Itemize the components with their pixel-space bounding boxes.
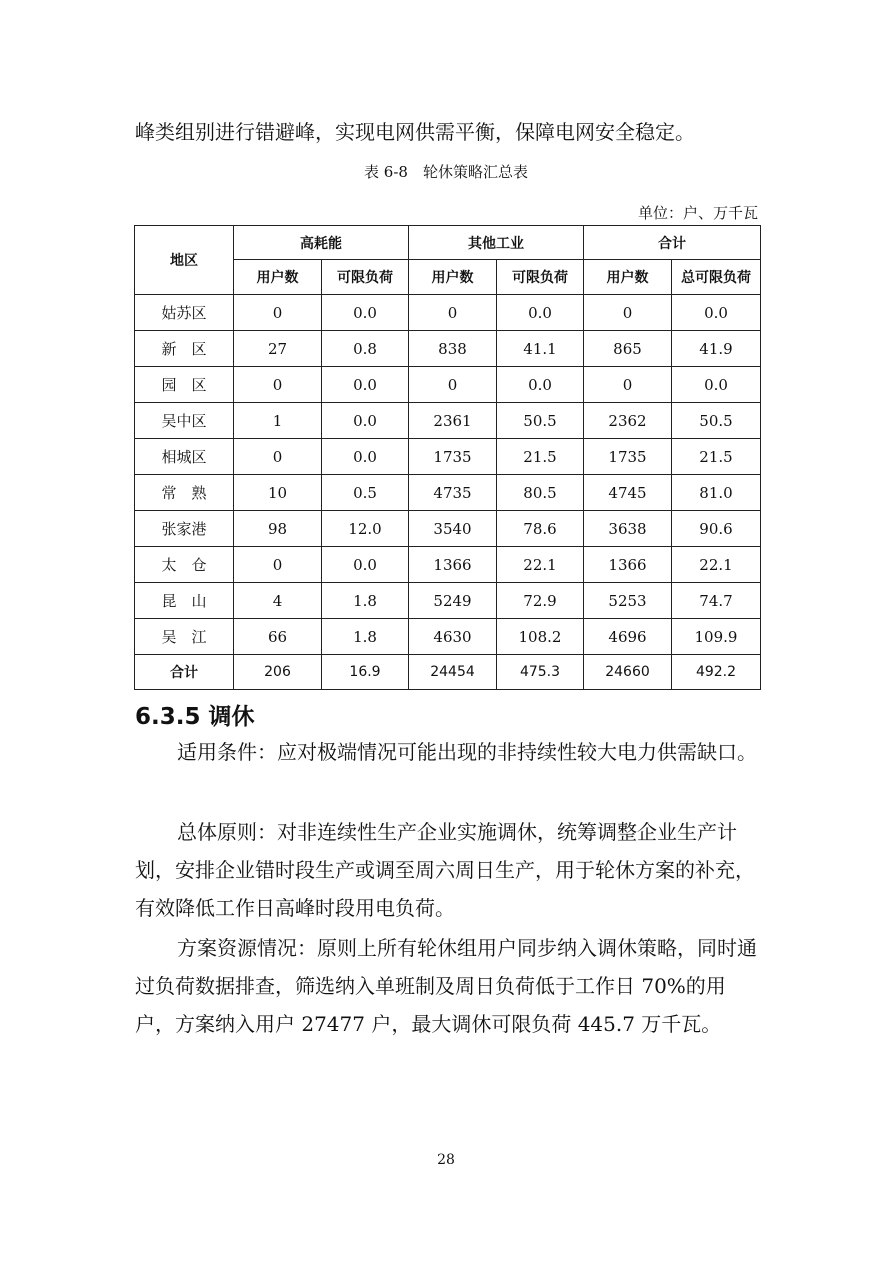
region-cell: 太 仓 [135, 547, 234, 583]
table-cell: 22.1 [497, 547, 584, 583]
table-cell: 2362 [584, 403, 672, 439]
table-cell: 1.8 [322, 583, 409, 619]
table-cell: 1366 [584, 547, 672, 583]
intro-paragraph: 峰类组别进行错避峰，实现电网供需平衡，保障电网安全稳定。 [135, 120, 695, 144]
table-caption: 表 6-8 轮休策略汇总表 [364, 163, 528, 181]
table-cell: 0.0 [672, 295, 761, 331]
table-cell: 1.8 [322, 619, 409, 655]
region-cell: 昆 山 [135, 583, 234, 619]
table-cell: 12.0 [322, 511, 409, 547]
table-cell: 0 [409, 295, 497, 331]
table-cell: 21.5 [497, 439, 584, 475]
table-cell: 72.9 [497, 583, 584, 619]
table-cell: 0.0 [672, 367, 761, 403]
table-cell: 4696 [584, 619, 672, 655]
table-cell: 1735 [584, 439, 672, 475]
table-row [135, 475, 761, 511]
table-cell: 0 [234, 295, 322, 331]
table-cell: 0.0 [322, 367, 409, 403]
table-cell: 5253 [584, 583, 672, 619]
header-sub: 总可限负荷 [672, 260, 761, 295]
table-cell: 1366 [409, 547, 497, 583]
table-cell: 50.5 [497, 403, 584, 439]
header-sub: 可限负荷 [322, 260, 409, 295]
table-unit: 单位：户、万千瓦 [637, 204, 758, 222]
table-body [135, 295, 761, 655]
region-cell: 相城区 [135, 439, 234, 475]
table-row [135, 619, 761, 655]
section-heading: 6.3.5 调休 [135, 704, 255, 730]
table-cell: 41.1 [497, 331, 584, 367]
header-group-high-energy: 高耗能 [234, 226, 409, 260]
table-cell: 0.8 [322, 331, 409, 367]
table-cell: 475.3 [497, 655, 584, 690]
table-cell: 24454 [409, 655, 497, 690]
region-cell: 常 熟 [135, 475, 234, 511]
table-cell: 0.0 [497, 295, 584, 331]
table-cell: 98 [234, 511, 322, 547]
table-cell: 4745 [584, 475, 672, 511]
table-cell: 22.1 [672, 547, 761, 583]
table-cell: 0 [234, 439, 322, 475]
body-paragraph: 方案资源情况：原则上所有轮休组用户同步纳入调休策略，同时通过负荷数据排查，筛选纳入单班制及周日负荷低于工作日 70%的用户，方案纳入用户 27477 户，最大调休可限负荷 445.7 万千瓦。 [135, 936, 757, 1036]
table-cell: 2361 [409, 403, 497, 439]
header-group-other-industry: 其他工业 [409, 226, 584, 260]
table-cell: 0 [234, 547, 322, 583]
table-cell: 1 [234, 403, 322, 439]
table-cell: 4630 [409, 619, 497, 655]
table-row [135, 439, 761, 475]
table-cell: 0 [234, 367, 322, 403]
table-total-row [135, 655, 761, 690]
region-cell: 新 区 [135, 331, 234, 367]
table-row [135, 547, 761, 583]
header-sub: 用户数 [584, 260, 672, 295]
header-sub: 可限负荷 [497, 260, 584, 295]
header-sub: 用户数 [409, 260, 497, 295]
table-cell: 838 [409, 331, 497, 367]
table-cell: 5249 [409, 583, 497, 619]
header-sub: 用户数 [234, 260, 322, 295]
table-cell: 0 [584, 367, 672, 403]
header-region: 地区 [135, 226, 234, 295]
table-cell: 3540 [409, 511, 497, 547]
page-number: 28 [437, 1152, 455, 1168]
table-cell: 4735 [409, 475, 497, 511]
table-cell: 0.5 [322, 475, 409, 511]
body-paragraph: 总体原则：对非连续性生产企业实施调休，统筹调整企业生产计划，安排企业错时段生产或调至周六周日生产，用于轮休方案的补充，有效降低工作日高峰时段用电负荷。 [135, 820, 755, 920]
table-cell: 1735 [409, 439, 497, 475]
table-cell: 0.0 [497, 367, 584, 403]
region-cell: 吴 江 [135, 619, 234, 655]
rotation-strategy-table [134, 225, 761, 690]
table-cell: 0.0 [322, 439, 409, 475]
table-cell: 3638 [584, 511, 672, 547]
table-cell: 合计 [135, 655, 234, 690]
table-row [135, 403, 761, 439]
region-cell: 张家港 [135, 511, 234, 547]
table-cell: 0.0 [322, 547, 409, 583]
table-cell: 41.9 [672, 331, 761, 367]
table-cell: 90.6 [672, 511, 761, 547]
region-cell: 吴中区 [135, 403, 234, 439]
table-cell: 66 [234, 619, 322, 655]
table-cell: 80.5 [497, 475, 584, 511]
table-cell: 0 [409, 367, 497, 403]
table-cell: 10 [234, 475, 322, 511]
table-cell: 0 [584, 295, 672, 331]
table-cell: 24660 [584, 655, 672, 690]
table-cell: 21.5 [672, 439, 761, 475]
region-cell: 园 区 [135, 367, 234, 403]
table-cell: 16.9 [322, 655, 409, 690]
table-row [135, 295, 761, 331]
table-cell: 0.0 [322, 403, 409, 439]
table-row [135, 367, 761, 403]
table-row [135, 511, 761, 547]
table-cell: 109.9 [672, 619, 761, 655]
table-cell: 81.0 [672, 475, 761, 511]
table-cell: 78.6 [497, 511, 584, 547]
table-row [135, 583, 761, 619]
table-cell: 4 [234, 583, 322, 619]
body-paragraph: 适用条件：应对极端情况可能出现的非持续性较大电力供需缺口。 [177, 740, 757, 764]
table-cell: 865 [584, 331, 672, 367]
table-cell: 206 [234, 655, 322, 690]
table-cell: 74.7 [672, 583, 761, 619]
table-row [135, 331, 761, 367]
table-cell: 50.5 [672, 403, 761, 439]
region-cell: 姑苏区 [135, 295, 234, 331]
table-cell: 492.2 [672, 655, 761, 690]
header-group-total: 合计 [584, 226, 761, 260]
table-cell: 108.2 [497, 619, 584, 655]
table-cell: 27 [234, 331, 322, 367]
table-cell: 0.0 [322, 295, 409, 331]
